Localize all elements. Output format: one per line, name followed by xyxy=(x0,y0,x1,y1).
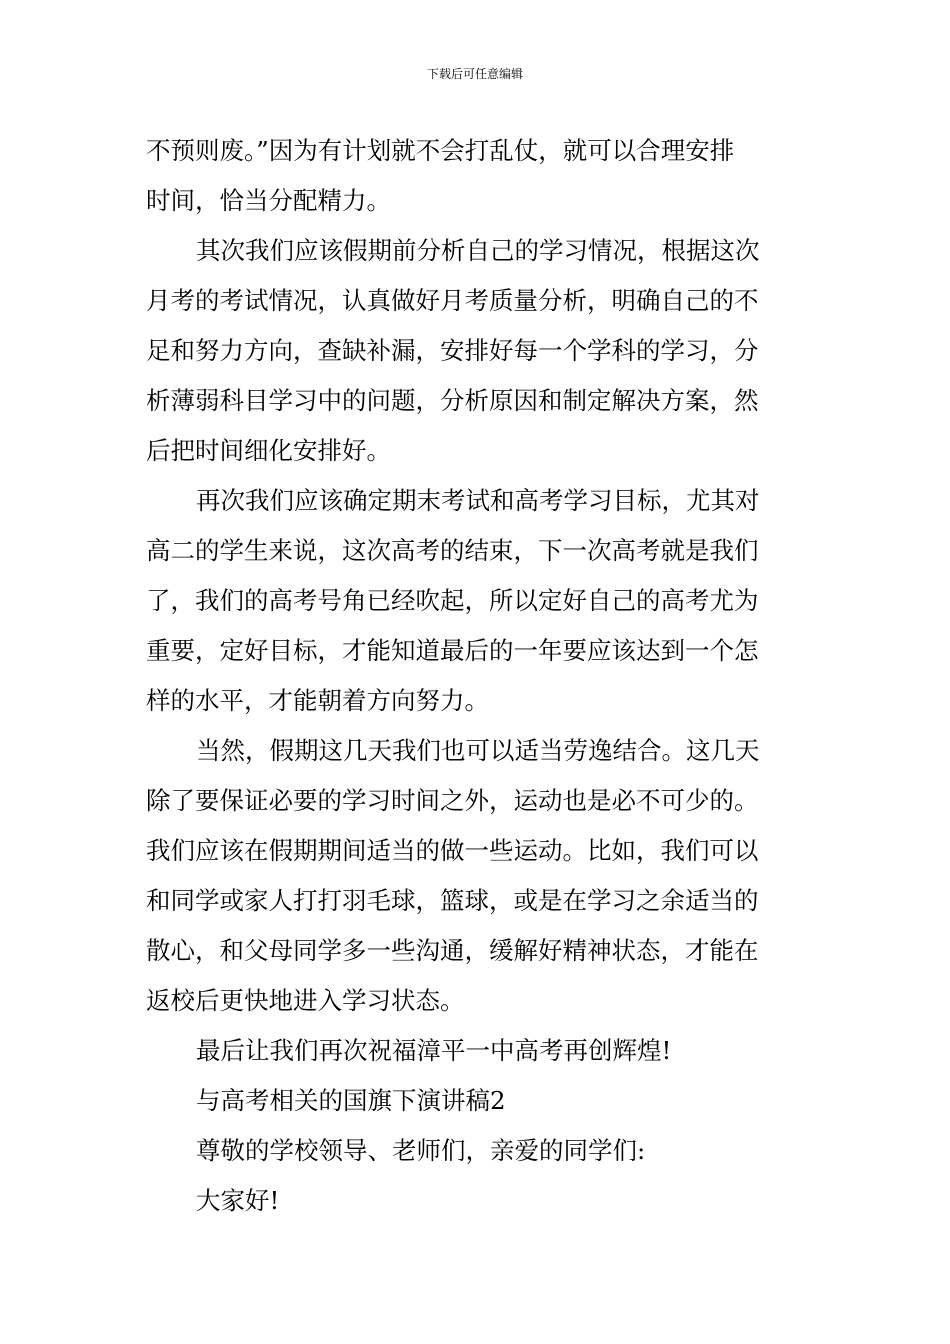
paragraph-goals xyxy=(146,476,806,726)
text-line: 再次我们应该确定期末考试和高考学习目标，尤其对 xyxy=(196,486,760,515)
download-note: 下载后可任意编辑 xyxy=(426,67,523,81)
text-line: 最后让我们再次祝福漳平一中高考再创辉煌! xyxy=(196,1036,672,1065)
text-line: 与高考相关的国旗下演讲稿2 xyxy=(196,1086,506,1115)
text-line: 样的水平，才能朝着方向努力。 xyxy=(146,686,489,715)
text-line: 月考的考试情况，认真做好月考质量分析，明确自己的不 xyxy=(146,286,759,315)
paragraph-plan-continuation xyxy=(146,126,806,226)
text-line: 返校后更快地进入学习状态。 xyxy=(146,986,465,1015)
speech-greeting xyxy=(146,1176,806,1226)
text-line: 不预则废。”因为有计划就不会打乱仗，就可以合理安排 xyxy=(146,136,735,165)
text-line: 足和努力方向，查缺补漏，安排好每一个学科的学习，分 xyxy=(146,336,759,365)
document-body xyxy=(146,126,806,1226)
text-line: 时间，恰当分配精力。 xyxy=(146,186,391,215)
text-line: 尊敬的学校领导、老师们，亲爱的同学们: xyxy=(196,1136,646,1165)
paragraph-rest-exercise xyxy=(146,726,806,1026)
text-line: 重要，定好目标，才能知道最后的一年要应该达到一个怎 xyxy=(146,636,759,665)
text-line: 其次我们应该假期前分析自己的学习情况，根据这次 xyxy=(196,236,760,265)
text-line: 和同学或家人打打羽毛球，篮球，或是在学习之余适当的 xyxy=(146,886,759,915)
paragraph-analysis xyxy=(146,226,806,476)
text-line: 大家好! xyxy=(196,1186,280,1215)
text-line: 我们应该在假期期间适当的做一些运动。比如，我们可以 xyxy=(146,836,759,865)
text-line: 当然，假期这几天我们也可以适当劳逸结合。这几天 xyxy=(196,736,760,765)
text-line: 后把时间细化安排好。 xyxy=(146,436,391,465)
text-line: 除了要保证必要的学习时间之外，运动也是必不可少的。 xyxy=(146,786,759,815)
paragraph-closing-wish xyxy=(146,1026,806,1076)
text-line: 析薄弱科目学习中的问题，分析原因和制定解决方案，然 xyxy=(146,386,759,415)
text-line: 高二的学生来说，这次高考的结束，下一次高考就是我们 xyxy=(146,536,759,565)
speech-salutation xyxy=(146,1126,806,1176)
text-line: 散心，和父母同学多一些沟通，缓解好精神状态，才能在 xyxy=(146,936,759,965)
speech-title xyxy=(146,1076,806,1126)
text-line: 了，我们的高考号角已经吹起，所以定好自己的高考尤为 xyxy=(146,586,759,615)
